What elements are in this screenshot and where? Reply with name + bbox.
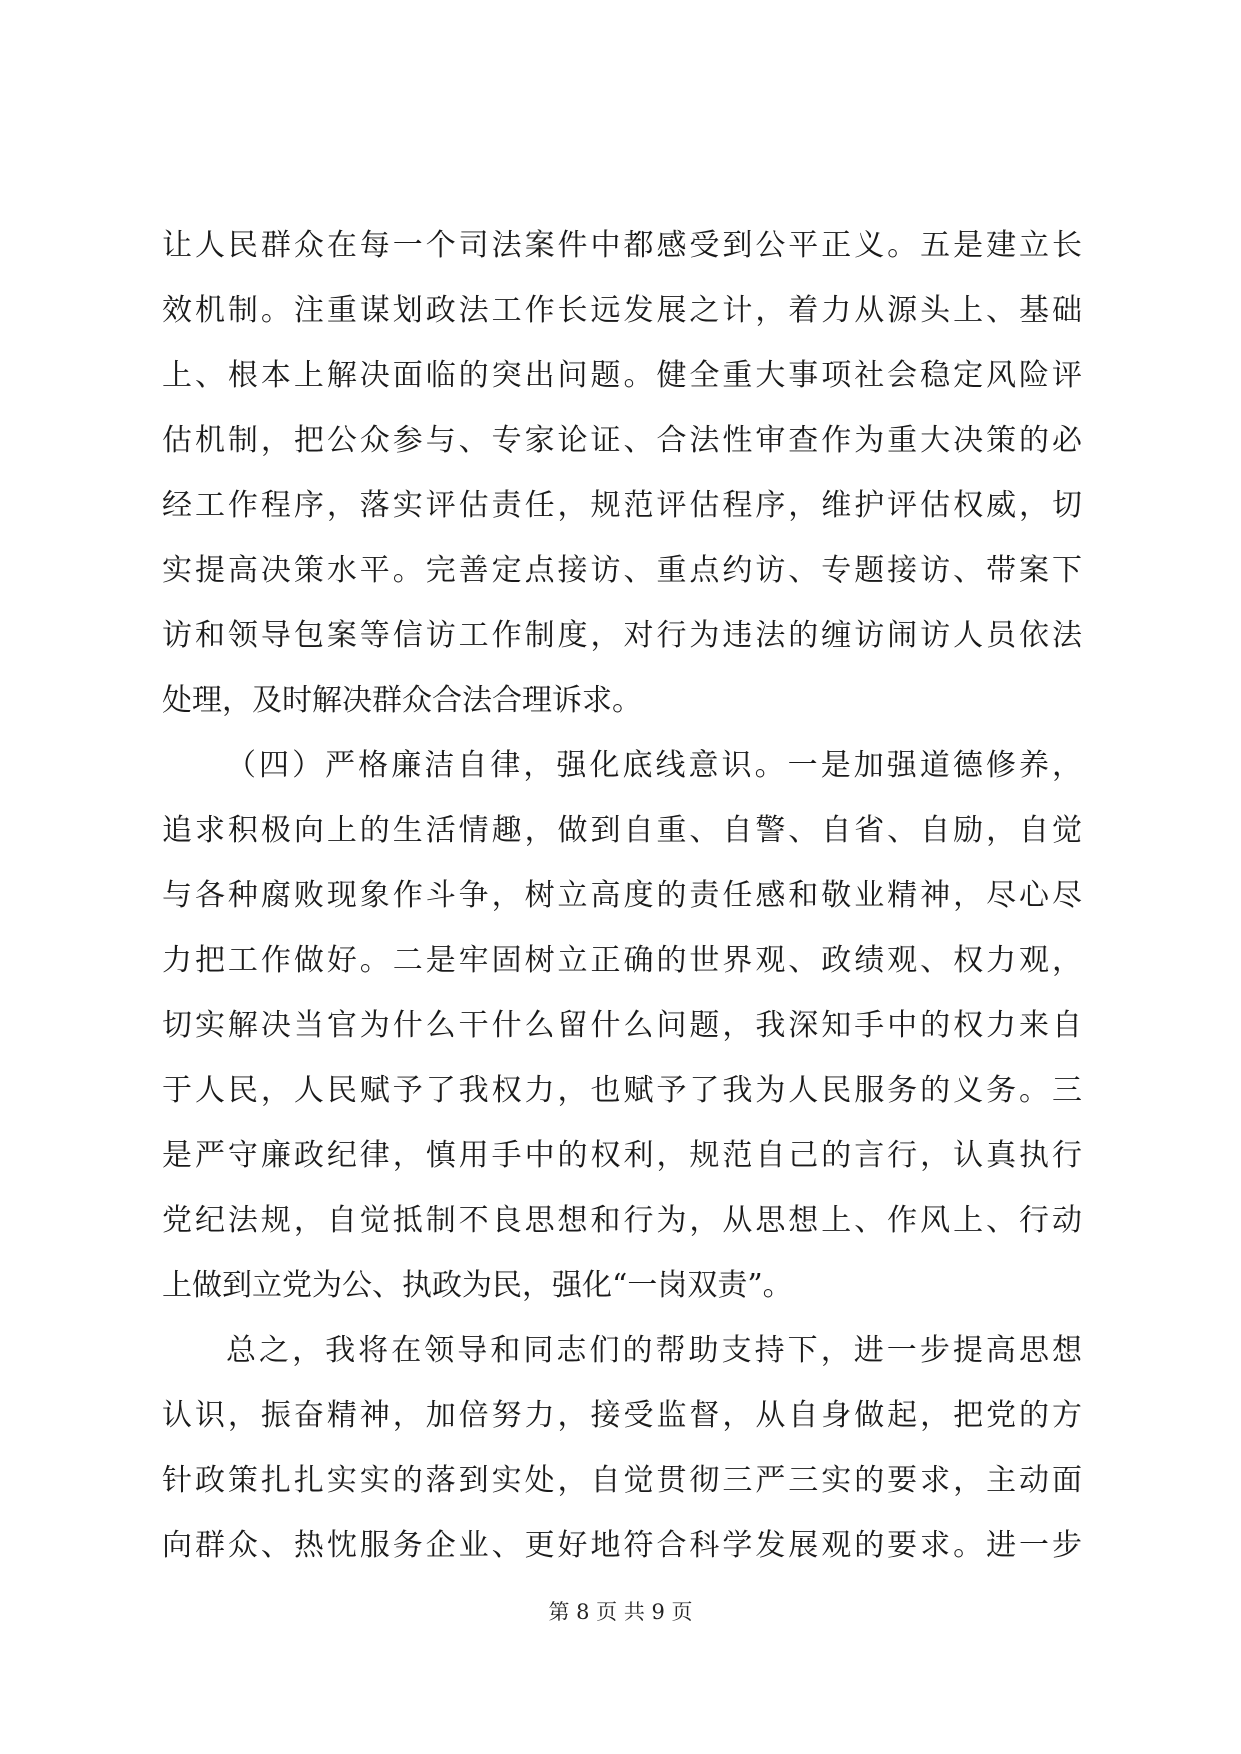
text-line: 效机制。注重谋划政法工作长远发展之计，着力从源头上、基础 — [162, 293, 1082, 328]
paragraph-start-line: 总之，我将在领导和同志们的帮助支持下，进一步提高思想 — [226, 1333, 1082, 1368]
text-line: 于人民，人民赋予了我权力，也赋予了我为人民服务的义务。三 — [162, 1073, 1082, 1108]
text-line: 党纪法规，自觉抵制不良思想和行为，从思想上、作风上、行动 — [162, 1203, 1082, 1238]
text-line: 追求积极向上的生活情趣，做到自重、自警、自省、自励，自觉 — [162, 813, 1082, 848]
text-line: 上、根本上解决面临的突出问题。健全重大事项社会稳定风险评 — [162, 358, 1082, 393]
text-line: 处理，及时解决群众合法合理诉求。 — [162, 683, 642, 718]
text-line: 力把工作做好。二是牢固树立正确的世界观、政绩观、权力观， — [162, 943, 1082, 978]
text-line: 认识，振奋精神，加倍努力，接受监督，从自身做起，把党的方 — [162, 1398, 1082, 1433]
text-line: 经工作程序，落实评估责任，规范评估程序，维护评估权威，切 — [162, 488, 1082, 523]
text-line: 向群众、热忱服务企业、更好地符合科学发展观的要求。进一步 — [162, 1528, 1082, 1563]
text-line: 让人民群众在每一个司法案件中都感受到公平正义。五是建立长 — [162, 228, 1082, 263]
text-line: 是严守廉政纪律，慎用手中的权利，规范自己的言行，认真执行 — [162, 1138, 1082, 1173]
text-line: 与各种腐败现象作斗争，树立高度的责任感和敬业精神，尽心尽 — [162, 878, 1082, 913]
text-line: 估机制，把公众参与、专家论证、合法性审查作为重大决策的必 — [162, 423, 1082, 458]
text-line: 针政策扎扎实实的落到实处，自觉贯彻三严三实的要求，主动面 — [162, 1463, 1082, 1498]
page-footer: 第 8 页 共 9 页 — [548, 1600, 693, 1624]
section-heading-line: （四）严格廉洁自律，强化底线意识。一是加强道德修养， — [226, 748, 1082, 783]
text-line: 访和领导包案等信访工作制度，对行为违法的缠访闹访人员依法 — [162, 618, 1082, 653]
text-line: 切实解决当官为什么干什么留什么问题，我深知手中的权力来自 — [162, 1008, 1082, 1043]
text-line: 实提高决策水平。完善定点接访、重点约访、专题接访、带案下 — [162, 553, 1082, 588]
text-line: 上做到立党为公、执政为民，强化“一岗双责”。 — [162, 1268, 793, 1303]
document-body — [162, 226, 1082, 1591]
